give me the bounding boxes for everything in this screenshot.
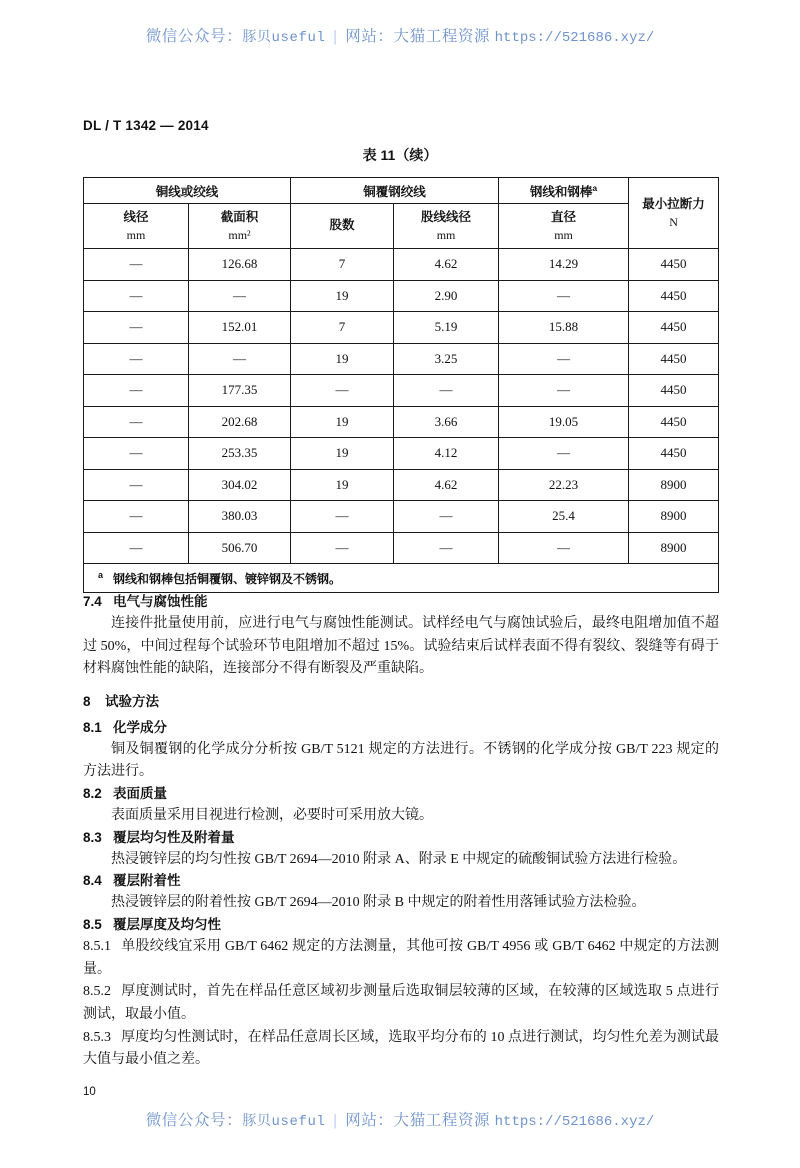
col-header-wire-diameter xyxy=(84,204,189,249)
col-header-cross-section xyxy=(189,204,291,249)
table-cell: 19 xyxy=(291,280,394,312)
col-header-strand-count-label: 股数 xyxy=(329,218,355,233)
table-cell: — xyxy=(189,280,291,312)
table-cell: 19 xyxy=(291,438,394,470)
watermark-bottom-wechat-name: 豚贝useful xyxy=(242,1114,326,1130)
table-cell: 19 xyxy=(291,343,394,375)
col-header-strand-count xyxy=(291,204,394,249)
table-row xyxy=(84,469,719,501)
table-cell: 380.03 xyxy=(189,501,291,533)
col-header-wire-diameter-unit: mm xyxy=(126,227,146,242)
table-cell: 4.62 xyxy=(394,249,499,281)
heading-8 xyxy=(83,692,719,713)
table-cell: 3.66 xyxy=(394,406,499,438)
table-cell: — xyxy=(84,280,189,312)
table-cell: 19 xyxy=(291,406,394,438)
paragraph-8-5-2 xyxy=(83,981,719,1026)
table-footnote-row xyxy=(84,564,719,593)
table-cell: 8900 xyxy=(629,501,719,533)
col-header-cross-section-label: 截面积 xyxy=(220,210,259,225)
table-cell: 19 xyxy=(291,469,394,501)
table-cell: — xyxy=(394,501,499,533)
watermark-site-name: 大猫工程资源 xyxy=(393,28,491,45)
table-cell: 4450 xyxy=(629,438,719,470)
table-cell: 19.05 xyxy=(499,406,629,438)
table-cell: 4.12 xyxy=(394,438,499,470)
table-cell: — xyxy=(84,469,189,501)
col-header-strand-diameter-unit: mm xyxy=(436,227,456,242)
group-header-steel-wire-rod xyxy=(499,178,629,204)
table-cell: 253.35 xyxy=(189,438,291,470)
table-cell: 304.02 xyxy=(189,469,291,501)
col-header-wire-diameter-label: 线径 xyxy=(123,210,149,225)
paragraph-8-5-1-text: 单股绞线宜采用 GB/T 6462 规定的方法测量，其他可按 GB/T 4956 或 GB/T 6462 中规定的方法测量。 xyxy=(83,938,719,977)
heading-8-3-title: 覆层均匀性及附着量 xyxy=(113,829,235,845)
footnote-marker: a xyxy=(592,182,598,193)
table-cell: 3.25 xyxy=(394,343,499,375)
col-header-diameter xyxy=(499,204,629,249)
header-min-breaking-force xyxy=(629,178,719,249)
watermark-wechat-name: 豚贝useful xyxy=(242,30,326,46)
heading-8-5-title: 覆层厚度及均匀性 xyxy=(113,916,221,932)
heading-8-1-title: 化学成分 xyxy=(113,719,167,735)
group-header-steel-wire-rod-label: 钢线和钢棒 xyxy=(529,184,593,199)
table-group-header-row xyxy=(84,178,719,204)
heading-8-1 xyxy=(83,718,719,739)
table-cell: — xyxy=(84,406,189,438)
watermark-bottom xyxy=(0,1108,800,1130)
heading-8-title: 试验方法 xyxy=(105,693,159,709)
watermark-site-label: 网站： xyxy=(345,28,394,45)
table-foot xyxy=(84,564,719,593)
heading-7-4 xyxy=(83,592,719,613)
table-cell: 4450 xyxy=(629,249,719,281)
standard-code: DL / T 1342 — 2014 xyxy=(83,118,209,133)
table-footnote-cell xyxy=(84,564,719,593)
paragraph-8-4: 热浸镀锌层的附着性按 GB/T 2694—2010 附录 B 中规定的附着性用落锤试验方法检验。 xyxy=(111,895,646,911)
table-footnote-mark: a xyxy=(98,569,104,580)
table-cell: — xyxy=(394,532,499,564)
table-cell: 4.62 xyxy=(394,469,499,501)
spec-table-container xyxy=(83,177,718,593)
table-cell: — xyxy=(499,280,629,312)
table-cell: — xyxy=(499,532,629,564)
table-cell: 202.68 xyxy=(189,406,291,438)
header-min-breaking-force-label: 最小拉断力 xyxy=(642,197,705,212)
table-cell: 4450 xyxy=(629,312,719,344)
table-row xyxy=(84,343,719,375)
table-body xyxy=(84,249,719,564)
table-cell: 4450 xyxy=(629,280,719,312)
watermark-top xyxy=(0,24,800,46)
table-cell: — xyxy=(499,375,629,407)
table-cell: 506.70 xyxy=(189,532,291,564)
table-cell: — xyxy=(84,438,189,470)
group-header-copper-wire: 铜线或绞线 xyxy=(84,178,291,204)
table-cell: 2.90 xyxy=(394,280,499,312)
heading-8-5 xyxy=(83,915,719,936)
paragraph-8-2: 表面质量采用目视进行检测，必要时可采用放大镜。 xyxy=(111,808,433,824)
table-cell: — xyxy=(84,312,189,344)
table-row xyxy=(84,249,719,281)
table-cell: 5.19 xyxy=(394,312,499,344)
paragraph-8-5-3-text: 厚度均匀性测试时，在样品任意周长区域，选取平均分布的 10 点进行测试，均匀性允差为测试最大值与最小值之差。 xyxy=(83,1029,719,1068)
table-cell: 25.4 xyxy=(499,501,629,533)
heading-8-1-number: 8.1 xyxy=(83,719,102,735)
heading-8-number: 8 xyxy=(83,693,91,709)
table-cell: — xyxy=(84,249,189,281)
paragraph-8-5-1-number: 8.5.1 xyxy=(83,938,111,954)
table-title: 表 11（续） xyxy=(362,147,438,163)
table-cell: — xyxy=(84,343,189,375)
table-cell: — xyxy=(84,532,189,564)
table-row xyxy=(84,312,719,344)
heading-8-2-title: 表面质量 xyxy=(113,786,167,802)
spec-table xyxy=(83,177,719,593)
table-row xyxy=(84,501,719,533)
heading-8-2 xyxy=(83,784,719,805)
table-cell: 8900 xyxy=(629,469,719,501)
col-header-diameter-label: 直径 xyxy=(551,210,577,225)
heading-8-3-number: 8.3 xyxy=(83,829,102,845)
paragraph-8-5-3-number: 8.5.3 xyxy=(83,1029,111,1045)
watermark-bottom-url: https://521686.xyz/ xyxy=(494,1114,655,1130)
table-cell: 4450 xyxy=(629,406,719,438)
heading-8-4-number: 8.4 xyxy=(83,873,102,889)
table-row xyxy=(84,438,719,470)
table-row xyxy=(84,280,719,312)
table-sub-header-row xyxy=(84,204,719,249)
table-cell: 4450 xyxy=(629,343,719,375)
heading-7-4-title: 电气与腐蚀性能 xyxy=(113,594,208,609)
table-cell: 14.29 xyxy=(499,249,629,281)
table-cell: — xyxy=(291,501,394,533)
table-cell: 126.68 xyxy=(189,249,291,281)
table-footnote-text: 钢线和钢棒包括铜覆钢、镀锌钢及不锈钢。 xyxy=(113,571,342,586)
table-row xyxy=(84,375,719,407)
watermark-wechat-label: 微信公众号： xyxy=(145,28,243,45)
paragraph-8-5-1 xyxy=(83,936,719,981)
watermark-bottom-site-label: 网站： xyxy=(345,1112,394,1129)
header-min-breaking-force-unit: N xyxy=(669,214,678,229)
paragraph-7-4: 连接件批量使用前，应进行电气与腐蚀性能测试。试样经电气与腐蚀试验后，最终电阻增加值不超过 50%，中间过程每个试验环节电阻增加不超过 15%。试验结束后试样表面不得有裂纹、裂缝等有碍于材料腐蚀性能的缺陷，连接部分不得有断裂及严重缺陷。 xyxy=(83,615,719,677)
table-cell: — xyxy=(499,343,629,375)
table-row xyxy=(84,406,719,438)
col-header-cross-section-unit: mm² xyxy=(228,227,251,242)
heading-8-5-number: 8.5 xyxy=(83,916,102,932)
heading-7-4-number: 7.4 xyxy=(83,594,102,609)
table-cell: — xyxy=(499,438,629,470)
watermark-separator: | xyxy=(333,28,338,45)
heading-8-4-title: 覆层附着性 xyxy=(113,873,181,889)
table-head xyxy=(84,178,719,249)
body-content xyxy=(83,592,719,1072)
col-header-diameter-unit: mm xyxy=(554,227,573,242)
table-cell: — xyxy=(394,375,499,407)
table-cell: 7 xyxy=(291,312,394,344)
table-cell: 152.01 xyxy=(189,312,291,344)
table-cell: 15.88 xyxy=(499,312,629,344)
table-cell: 4450 xyxy=(629,375,719,407)
col-header-strand-diameter-label: 股线线径 xyxy=(421,210,472,225)
table-cell: — xyxy=(84,501,189,533)
paragraph-8-1: 铜及铜覆钢的化学成分分析按 GB/T 5121 规定的方法进行。不锈钢的化学成分按 GB/T 223 规定的方法进行。 xyxy=(83,741,719,780)
table-cell: — xyxy=(189,343,291,375)
table-cell: 8900 xyxy=(629,532,719,564)
group-header-copper-clad-steel: 铜覆钢绞线 xyxy=(291,178,499,204)
table-cell: — xyxy=(291,375,394,407)
table-cell: — xyxy=(291,532,394,564)
table-cell: — xyxy=(84,375,189,407)
paragraph-8-5-2-text: 厚度测试时，首先在样品任意区域初步测量后选取铜层较薄的区域，在较薄的区域选取 5 点进行测试，取最小值。 xyxy=(83,984,719,1022)
paragraph-8-5-3 xyxy=(83,1027,719,1072)
watermark-bottom-site-name: 大猫工程资源 xyxy=(393,1112,491,1129)
table-cell: 7 xyxy=(291,249,394,281)
paragraph-8-3: 热浸镀锌层的均匀性按 GB/T 2694—2010 附录 A、附录 E 中规定的硫酸铜试验方法进行检验。 xyxy=(111,851,687,867)
heading-8-3 xyxy=(83,828,719,849)
table-cell: 22.23 xyxy=(499,469,629,501)
heading-8-4 xyxy=(83,871,719,892)
heading-8-2-number: 8.2 xyxy=(83,786,102,802)
watermark-bottom-separator: | xyxy=(333,1112,338,1129)
table-row xyxy=(84,532,719,564)
col-header-strand-diameter xyxy=(394,204,499,249)
watermark-url: https://521686.xyz/ xyxy=(494,30,655,46)
table-cell: 177.35 xyxy=(189,375,291,407)
watermark-bottom-wechat-label: 微信公众号： xyxy=(145,1112,243,1129)
paragraph-8-5-2-number: 8.5.2 xyxy=(83,984,111,1000)
page-number: 10 xyxy=(83,1086,96,1098)
